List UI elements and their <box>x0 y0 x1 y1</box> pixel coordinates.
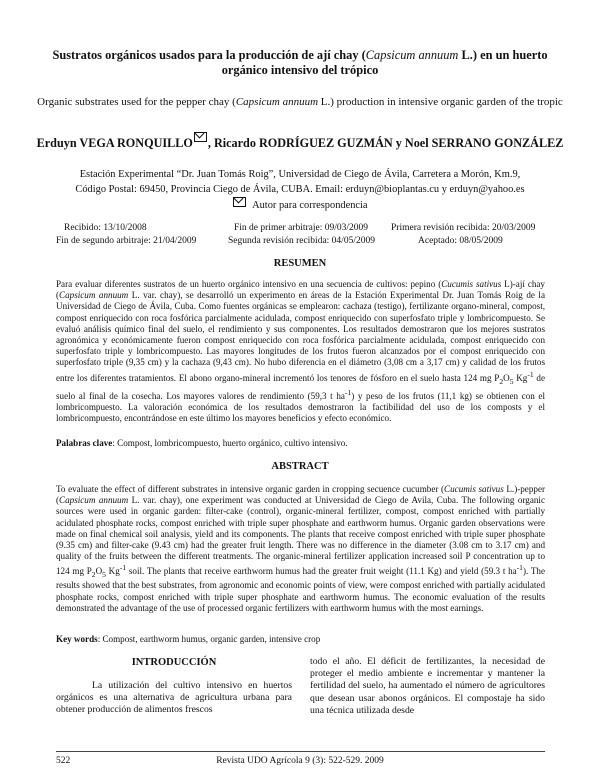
correspondence-note: Autor para correspondencia <box>30 197 570 214</box>
title-species: Capsicum annuum <box>365 48 459 62</box>
authors: Erduyn VEGA RONQUILLO , Ricardo RODRÍGUEZ GUZMÁN y Noel SERRANO GONZÁLEZ <box>30 132 570 151</box>
date-accepted: Aceptado: 08/05/2009 <box>418 235 503 246</box>
resumen-text: Para evaluar diferentes sustratos de un huerto orgánico intensivo en una secuencia de cultivos: pepino (Cucumis sativus L)-ají chay (Capsicum annuum L. var. chay), se desarrolló un experimento en áreas de la Estación Experimental Dr. Juan Tomás Roig de la Universidad de Ciego de Ávila, Cuba. Como fuentes orgánicas se emplearon: cachaza (testigo), fertilizante organo-mineral, compost, compost enriquecido con roca fosfórica parcialmente acidulada, compost enriquecido con superfosfato triple y lombricompuesto. Se evaluó análisis químico final del suelo, el rendimiento y sus componentes. Los resultados demostraron que los mejores sustratos agronómica y económicamente fueron compost enriquecido con roca fosfórica parcialmente acidulada, compost enriquecido con superfosfato triple y lombricompuesto. Las mayores longitudes de los frutos fueron alcanzados por el compost enriquecido con superfosfato triple (9,35 cm) y la cachaza (9,43 cm). No hubo diferencia en el diámetro (3,08 cm a 3,17 cm) y calidad de los frutos entre los diferentes tratamientos. El abono organo-mineral incrementó los tenores de fósforo en el suelo hasta 124 mg $P_2O_5$ $Kg^{-1}$ de suelo al final de la cosecha. Los mayores valores de rendimiento (59,3 t $ha^{-1}$) y peso de los frutos (11,1 kg) se obtienen con el lombricompuesto. La valoración económica de los resultados demostraron la factibilidad del uso de los composts y el lombricompuesto, encontrándose en este último los mayores beneficios y efecto económico. <box>56 279 546 424</box>
journal-citation: Revista UDO Agrícola 9 (3): 522-529. 2009 <box>216 756 384 766</box>
abstract-heading: ABSTRACT <box>271 461 329 472</box>
article-title: Sustratos orgánicos usados para la producción de ají chay (Capsicum annuum L.) en un huerto orgánico intensivo del trópico <box>52 48 548 77</box>
intro-left-column: La utilización del cultivo intensivo en huertos orgánicos es una alternativa de agricultura urbana para obtener producción de alimentos frescos <box>56 680 292 716</box>
introduccion-heading: INTRODUCCIÓN <box>131 657 217 668</box>
envelope-icon <box>194 132 207 142</box>
affiliation-line: Código Postal: 69450, Provincia Ciego de Ávila, CUBA. Email: erduyn@bioplantas.cu y erduyn@yahoo.es <box>75 183 525 195</box>
date-second-revision: Segunda revisión recibida: 04/05/2009 <box>228 235 375 246</box>
keywords: Key words: Compost, earthworm humus, organic garden, intensive crop <box>56 634 321 644</box>
envelope-icon <box>233 197 246 207</box>
date-first-review: Fin de primer arbitraje: 09/03/2009 <box>234 223 369 233</box>
date-first-revision: Primera revisión recibida: 20/03/2009 <box>391 223 536 233</box>
palabras-clave: Palabras clave: Compost, lombricompuesto, huerto orgánico, cultivo intensivo. <box>56 438 348 448</box>
affiliation-line: Estación Experimental “Dr. Juan Tomás Roig”, Universidad de Ciego de Ávila, Carretera a Morón, Km.9, <box>79 169 521 180</box>
date-received: Recibido: 13/10/2008 <box>64 223 147 233</box>
resumen-heading: RESUMEN <box>273 258 327 269</box>
page-number: 522 <box>56 756 71 766</box>
date-second-review: Fin de segundo arbitraje: 21/04/2009 <box>56 235 197 246</box>
article-subtitle: Organic substrates used for the pepper chay (Capsicum annuum L.) production in intensive organic garden of the tropic <box>37 96 563 108</box>
affiliation <box>30 168 570 214</box>
abstract-text: To evaluate the effect of different substrates in intensive organic garden in cropping secuence cucumber (Cucumis sativus L.)-pepper (Capsicum annuum L. var. chay), one experiment was conducted at Universidad de Ciego de Avila, Cuba. The following organic sources were used in organic garden: filter-cake (control), organic-mineral fertilizer, compost, compost enriched with partially acidulated phosphate rocks, compost enriched with triple super phosphate and earthworm humus. Organic garden observations were made on final chemical soil analysis, yield and its components. The plants that receive compost enriched with triple super phosphate (9.35 cm) and filter-cake (9.43 cm) had the greater fruit length. There was no difference in the diameter (3.08 cm to 3.17 cm) and quality of the fruits between the different treatments. The organic-mineral fertilizer application increased soil P concentration up to 124 mg $P_2O_5$ $Kg^{-1}$ soil. The plants that receive earthworm humus had the greater fruit weight (11.1 Kg) and yield (59.3 t $ha^{-1}$). The results showed that the best substrates, from agronomic and economic points of view, were compost enriched with partially acidulated phosphate rocks, compost enriched with triple super phosphate and earthworm humus. The economic evaluation of the results demonstrated the advantage of the use of processed organic fertilizers with earthworm humus with the most earnings. <box>56 484 546 613</box>
footer-rule <box>56 751 545 752</box>
intro-right-column: todo el año. El déficit de fertilizantes, la necesidad de proteger el medio ambiente e incrementar y mantener la fertilidad del suelo, ha aumentado el número de agricultores que desean usar abonos orgánicos. El compostaje ha sido una técnica utilizada desde <box>310 656 545 716</box>
